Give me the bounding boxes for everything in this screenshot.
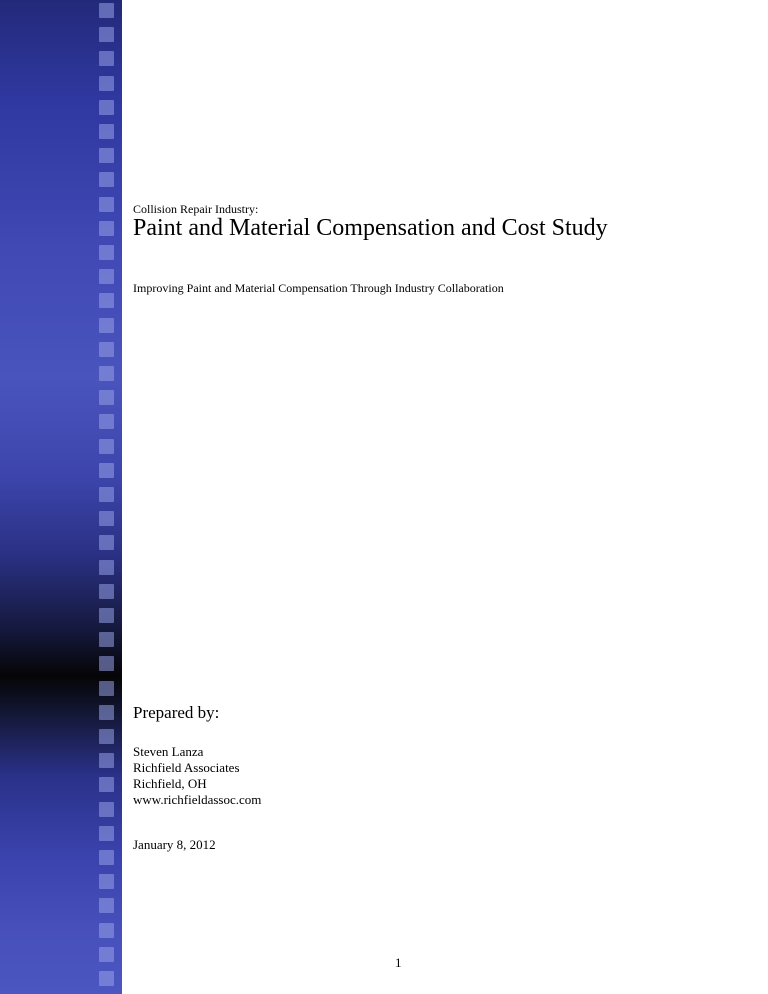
film-strip-square bbox=[99, 245, 114, 260]
film-strip-square bbox=[99, 826, 114, 841]
film-strip-square bbox=[99, 197, 114, 212]
film-strip-square bbox=[99, 729, 114, 744]
film-strip-square bbox=[99, 584, 114, 599]
film-strip-square bbox=[99, 414, 114, 429]
film-strip-square bbox=[99, 269, 114, 284]
film-strip-square bbox=[99, 293, 114, 308]
film-strip-square bbox=[99, 390, 114, 405]
film-strip-square bbox=[99, 124, 114, 139]
document-title: Paint and Material Compensation and Cost Study bbox=[133, 215, 608, 241]
film-strip-square bbox=[99, 898, 114, 913]
film-strip-square bbox=[99, 656, 114, 671]
film-strip-square bbox=[99, 681, 114, 696]
author-name: Steven Lanza bbox=[133, 744, 204, 759]
film-strip-square bbox=[99, 971, 114, 986]
film-strip-square bbox=[99, 535, 114, 550]
author-location: Richfield, OH bbox=[133, 776, 207, 791]
film-strip-square bbox=[99, 3, 114, 18]
film-strip-square bbox=[99, 148, 114, 163]
film-strip-square bbox=[99, 463, 114, 478]
film-strip-square bbox=[99, 51, 114, 66]
film-strip-square bbox=[99, 632, 114, 647]
film-strip-square bbox=[99, 511, 114, 526]
author-contact-block bbox=[133, 744, 261, 808]
film-strip-square bbox=[99, 777, 114, 792]
film-strip-square bbox=[99, 923, 114, 938]
film-strip-square bbox=[99, 76, 114, 91]
film-strip-square bbox=[99, 850, 114, 865]
film-strip-square bbox=[99, 874, 114, 889]
film-strip-square bbox=[99, 705, 114, 720]
film-strip-square bbox=[99, 802, 114, 817]
author-company: Richfield Associates bbox=[133, 760, 240, 775]
film-strip-square bbox=[99, 560, 114, 575]
film-strip-square bbox=[99, 439, 114, 454]
film-strip-square bbox=[99, 947, 114, 962]
prepared-by-label: Prepared by: bbox=[133, 703, 220, 722]
document-date: January 8, 2012 bbox=[133, 837, 216, 852]
film-strip-square bbox=[99, 221, 114, 236]
film-strip-square bbox=[99, 366, 114, 381]
film-strip-square bbox=[99, 608, 114, 623]
film-strip-square bbox=[99, 487, 114, 502]
film-strip-square bbox=[99, 27, 114, 42]
film-strip-square bbox=[99, 172, 114, 187]
film-strip-square bbox=[99, 318, 114, 333]
film-strip-square bbox=[99, 753, 114, 768]
film-strip-decoration bbox=[96, 0, 122, 994]
author-website: www.richfieldassoc.com bbox=[133, 792, 262, 807]
document-subtitle: Improving Paint and Material Compensation Through Industry Collaboration bbox=[133, 281, 504, 295]
page-number: 1 bbox=[395, 955, 402, 970]
film-strip-square bbox=[99, 100, 114, 115]
decorative-side-band bbox=[0, 0, 122, 994]
pre-title: Collision Repair Industry: bbox=[133, 202, 259, 216]
film-strip-square bbox=[99, 342, 114, 357]
